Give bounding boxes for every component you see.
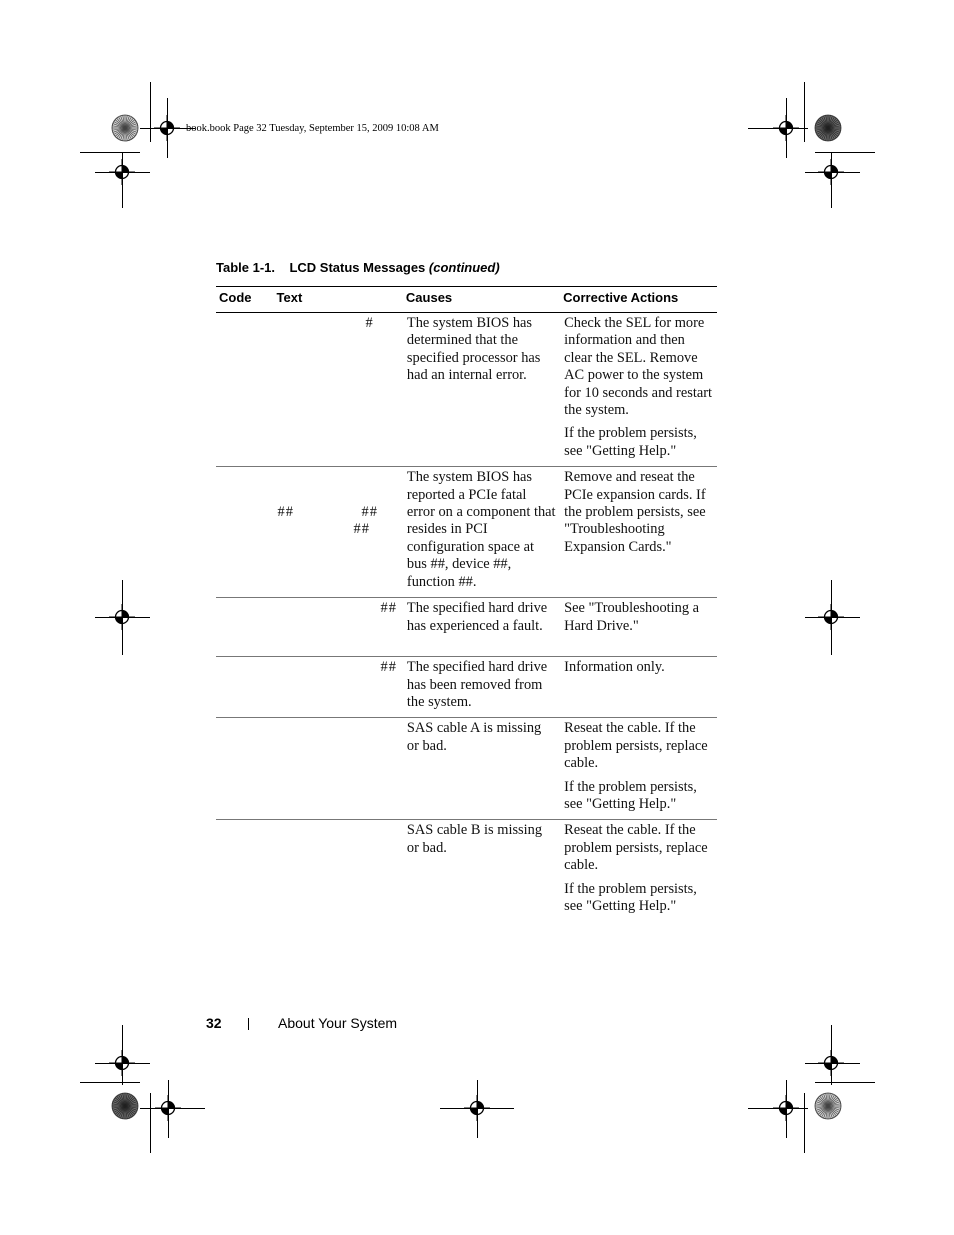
cell-causes: The system BIOS has determined that the specified processor has had an internal error. bbox=[403, 313, 560, 467]
caption-label: Table 1-1. bbox=[216, 260, 276, 275]
crop-line bbox=[815, 1082, 875, 1083]
cell-actions bbox=[560, 820, 717, 922]
crop-line bbox=[805, 1063, 860, 1064]
footer-section-title: About Your System bbox=[278, 1015, 398, 1031]
cell-text-hash-b: ## bbox=[361, 504, 378, 521]
cell-text-value: # bbox=[365, 315, 374, 331]
column-header-text: Text bbox=[274, 287, 403, 313]
action-paragraph: If the problem persists, see "Getting Help." bbox=[564, 880, 697, 914]
cell-actions bbox=[560, 598, 717, 657]
action-paragraph: Reseat the cable. If the problem persists, replace cable. bbox=[564, 720, 708, 772]
cell-code bbox=[216, 657, 274, 718]
crop-line bbox=[804, 82, 805, 142]
action-paragraph: If the problem persists, see "Getting Help." bbox=[564, 778, 697, 812]
crop-line bbox=[95, 617, 150, 618]
crop-line bbox=[95, 1063, 150, 1064]
page-number: 32 bbox=[206, 1015, 222, 1031]
crop-line bbox=[805, 617, 860, 618]
cell-actions bbox=[560, 718, 717, 820]
cell-code bbox=[216, 467, 274, 598]
table-row bbox=[216, 657, 717, 718]
action-paragraph: Information only. bbox=[564, 659, 665, 676]
crop-line bbox=[748, 1108, 808, 1109]
cell-code bbox=[216, 820, 274, 922]
caption-title: LCD Status Messages bbox=[289, 260, 426, 275]
cell-actions bbox=[560, 467, 717, 598]
cell-causes: The system BIOS has reported a PCIe fatal error on a component that resides in PCI configuration space at bus ##, device ##, function ##. bbox=[403, 467, 560, 598]
table-row bbox=[216, 467, 717, 598]
crop-line bbox=[122, 152, 123, 208]
crop-line bbox=[804, 1093, 805, 1153]
action-paragraph: See "Troubleshooting a Hard Drive." bbox=[564, 600, 700, 634]
crop-line bbox=[95, 172, 150, 173]
action-paragraph: Remove and reseat the PCIe expansion cards. If the problem persists, see "Troubleshooting Expansion Cards." bbox=[564, 469, 706, 555]
cell-text bbox=[274, 467, 403, 598]
crop-line bbox=[122, 1025, 123, 1085]
crop-line bbox=[80, 152, 140, 153]
cell-actions bbox=[560, 313, 717, 467]
column-header-corrective-actions: Corrective Actions bbox=[560, 287, 717, 313]
cell-causes: The specified hard drive has experienced a fault. bbox=[403, 598, 560, 657]
cell-code bbox=[216, 718, 274, 820]
cell-text-value: ## bbox=[380, 600, 397, 617]
crop-line bbox=[805, 172, 860, 173]
gray-starburst-icon bbox=[111, 1092, 139, 1120]
footer-divider bbox=[248, 1018, 249, 1030]
crop-line bbox=[140, 1108, 205, 1109]
lcd-status-table bbox=[216, 286, 717, 921]
starburst-icon bbox=[814, 1092, 842, 1120]
crop-line bbox=[440, 1108, 514, 1109]
cell-text bbox=[274, 598, 403, 657]
crop-line bbox=[786, 1080, 787, 1138]
table-row bbox=[216, 820, 717, 922]
crop-line bbox=[80, 1082, 140, 1083]
crop-line bbox=[815, 152, 875, 153]
cell-text-hash-c: ## bbox=[353, 521, 370, 538]
cell-text-value: ## bbox=[380, 659, 397, 676]
action-paragraph: Reseat the cable. If the problem persists, replace cable. bbox=[564, 822, 708, 874]
crop-line bbox=[168, 1080, 169, 1138]
table-row bbox=[216, 598, 717, 657]
caption-continued: (continued) bbox=[428, 260, 500, 275]
action-paragraph: Check the SEL for more information and then clear the SEL. Remove AC power to the system for 10 seconds and restart the system. bbox=[564, 315, 713, 419]
crop-line bbox=[150, 1093, 151, 1153]
cell-text-hash-a: ## bbox=[277, 504, 294, 521]
cell-code bbox=[216, 598, 274, 657]
cell-code bbox=[216, 313, 274, 467]
table-header-row bbox=[216, 287, 717, 313]
gray-starburst-icon bbox=[814, 114, 842, 142]
crop-line bbox=[831, 1025, 832, 1085]
crop-line bbox=[748, 128, 808, 129]
table-row bbox=[216, 313, 717, 467]
crop-line bbox=[150, 82, 151, 142]
cell-actions bbox=[560, 657, 717, 718]
cell-causes: SAS cable A is missing or bad. bbox=[403, 718, 560, 820]
cell-causes: SAS cable B is missing or bad. bbox=[406, 822, 543, 856]
cell-text bbox=[274, 657, 403, 718]
cell-text bbox=[274, 313, 403, 467]
cell-text bbox=[274, 820, 403, 922]
crop-line bbox=[477, 1080, 478, 1138]
table-caption bbox=[216, 260, 500, 276]
book-header-info: book.book Page 32 Tuesday, September 15, 2009 10:08 AM bbox=[186, 123, 439, 134]
action-paragraph: If the problem persists, see "Getting Help." bbox=[564, 425, 697, 459]
table-row bbox=[216, 718, 717, 820]
crop-line bbox=[831, 152, 832, 208]
cell-causes: The specified hard drive has been removed from the system. bbox=[403, 657, 560, 718]
column-header-code: Code bbox=[216, 287, 274, 313]
starburst-icon bbox=[111, 114, 139, 142]
cell-text bbox=[274, 718, 403, 820]
column-header-causes: Causes bbox=[403, 287, 560, 313]
